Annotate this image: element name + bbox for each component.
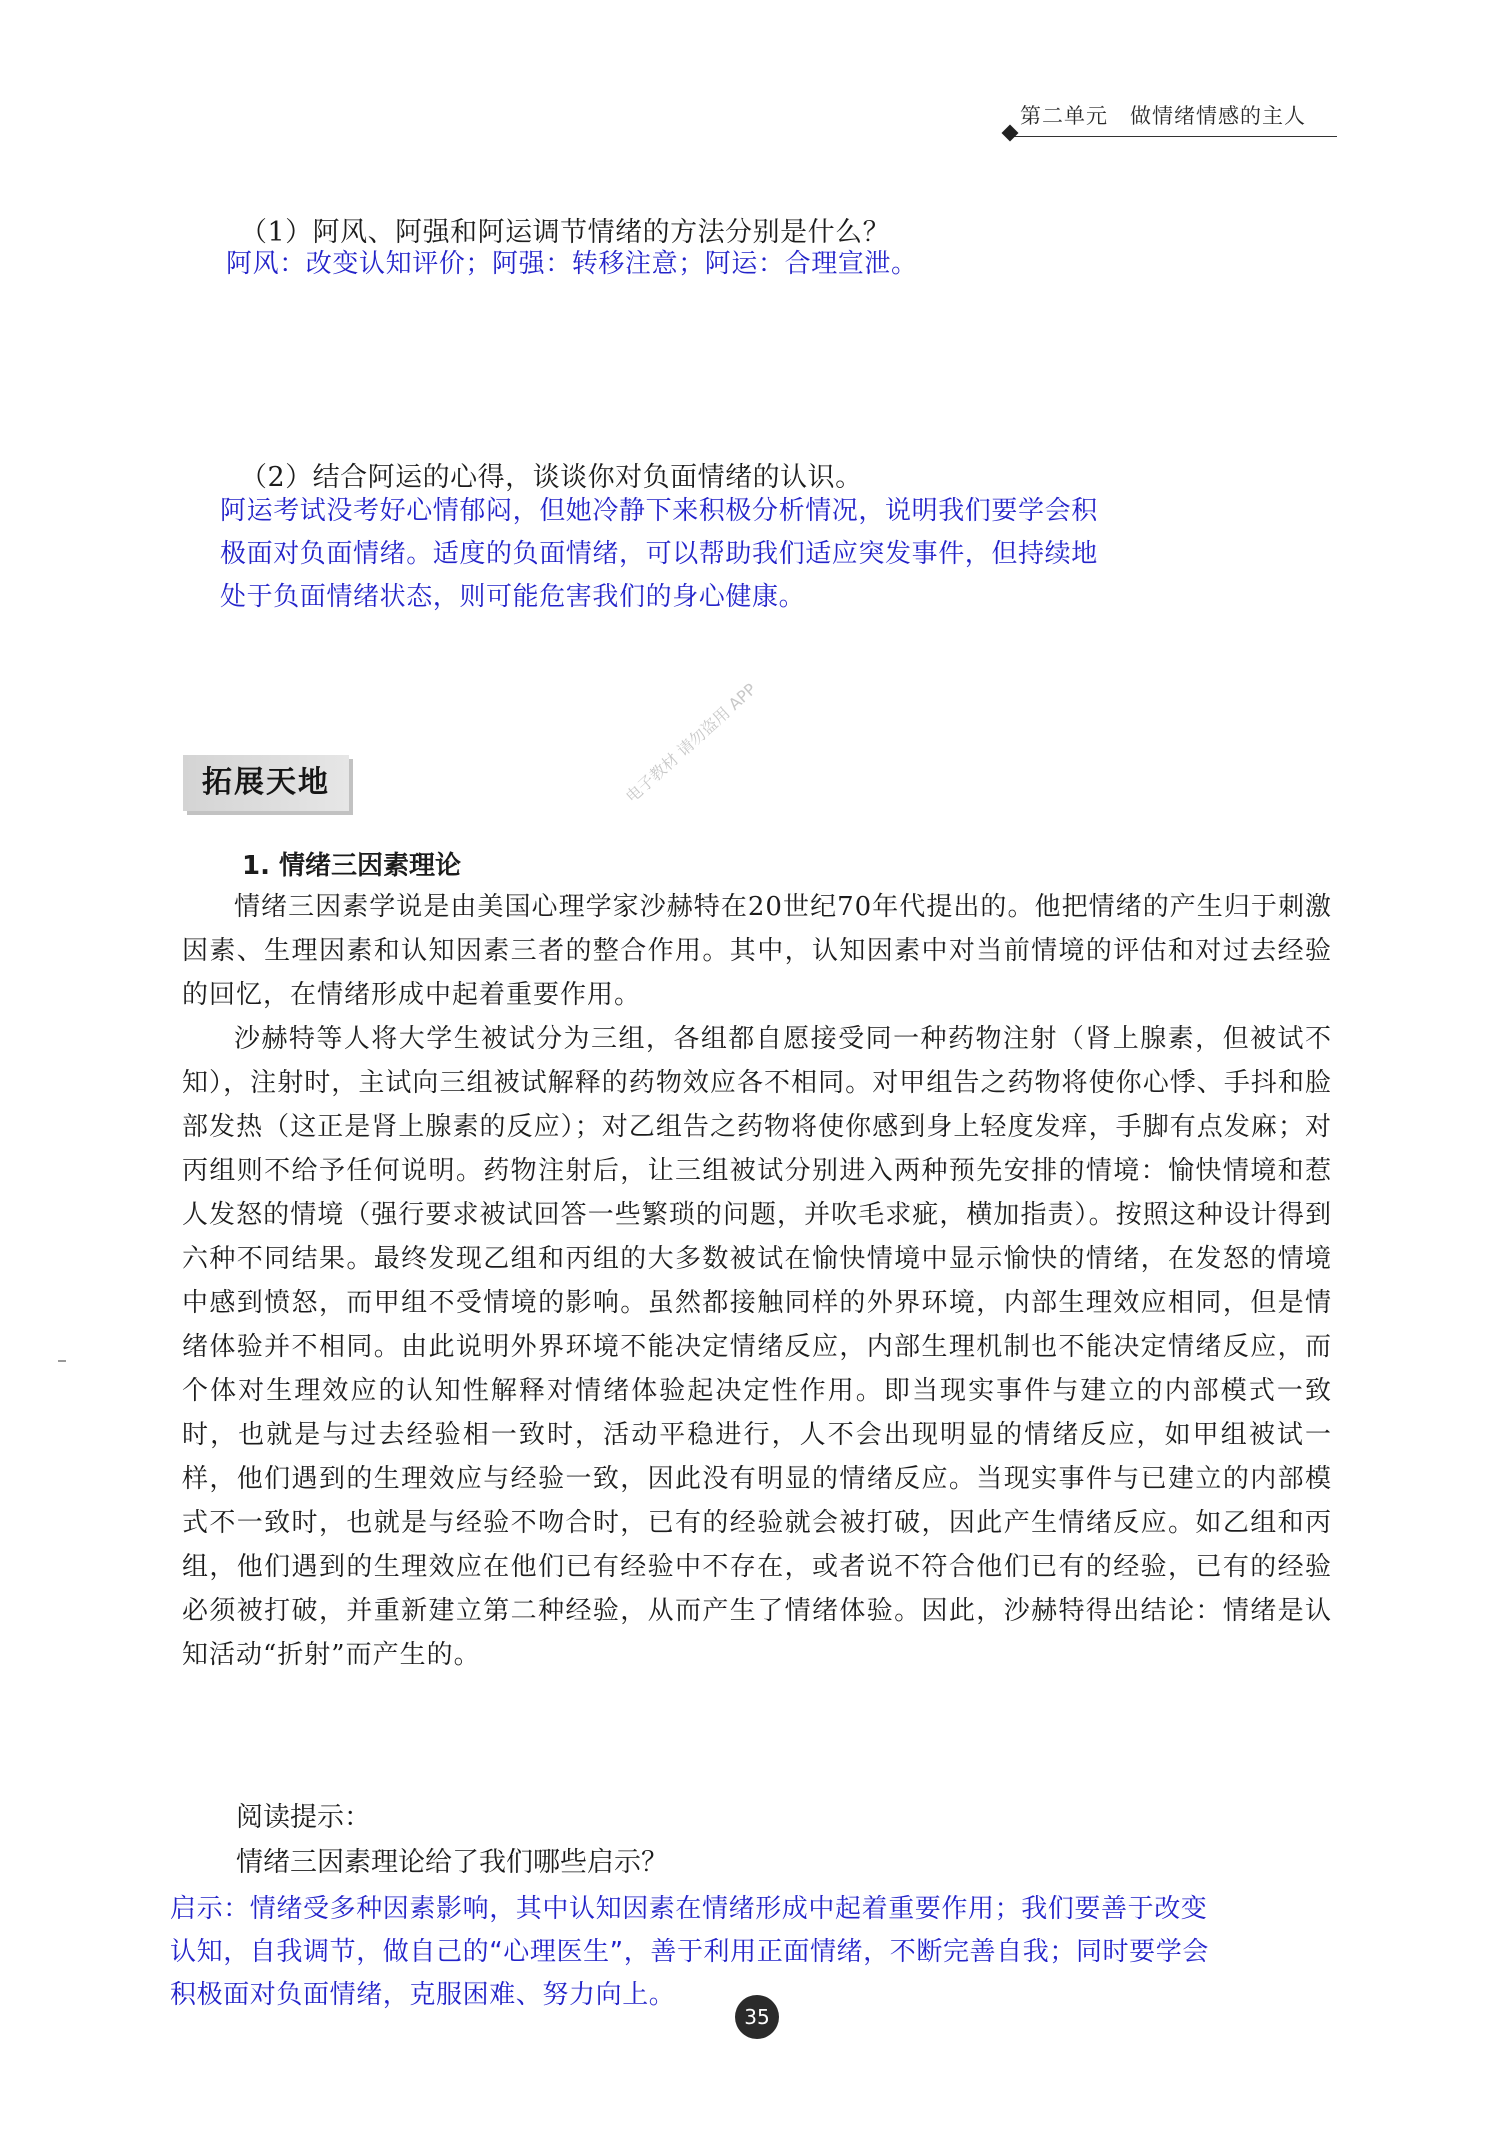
answer-2-line: 处于负面情绪状态，则可能危害我们的身心健康。 (220, 582, 806, 612)
scan-speck (58, 1360, 66, 1362)
section-subtitle: 1. 情绪三因素理论 (242, 851, 462, 881)
question-1: （1）阿风、阿强和阿运调节情绪的方法分别是什么？ (240, 217, 891, 248)
hint-answer-line: 积极面对负面情绪，克服困难、努力向上。 (170, 1980, 676, 2010)
question-2: （2）结合阿运的心得，谈谈你对负面情绪的认识。 (240, 462, 863, 493)
answer-2-line: 阿运考试没考好心情郁闷，但她冷静下来积极分析情况，说明我们要学会积 (220, 496, 1098, 526)
hint-answer (170, 1888, 1209, 2017)
header-rule (1012, 136, 1337, 137)
reading-hint-label: 阅读提示： (236, 1802, 371, 1833)
answer-2 (220, 490, 1098, 619)
reading-hint-question: 情绪三因素理论给了我们哪些启示？ (236, 1847, 668, 1878)
watermark: 电子教材 请勿盗用 APP (622, 679, 760, 807)
article-paragraph: 情绪三因素学说是由美国心理学家沙赫特在20世纪70年代提出的。他把情绪的产生归于刺激因素、生理因素和认知因素三者的整合作用。其中，认知因素中对当前情境的评估和对过去经验的回忆，在情绪形成中起着重要作用。 (182, 892, 1332, 1010)
answer-1 (226, 243, 918, 286)
running-header: 第二单元 做情绪情感的主人 (1020, 104, 1306, 128)
page-number: 35 (735, 1995, 779, 2039)
header-diamond-icon (1002, 125, 1019, 142)
hint-answer-line: 认知，自我调节，做自己的“心理医生”，善于利用正面情绪，不断完善自我；同时要学会 (170, 1937, 1209, 1967)
article-body (182, 885, 1332, 1677)
answer-2-line: 极面对负面情绪。适度的负面情绪，可以帮助我们适应突发事件，但持续地 (220, 539, 1098, 569)
article-paragraph: 沙赫特等人将大学生被试分为三组，各组都自愿接受同一种药物注射（肾上腺素，但被试不知），注射时，主试向三组被试解释的药物效应各不相同。对甲组告之药物将使你心悸、手抖和脸部发热（这正是肾上腺素的反应）；对乙组告之药物将使你感到身上轻度发痒，手脚有点发麻；对丙组则不给予任何说明。药物注射后，让三组被试分别进入两种预先安排的情境：愉快情境和惹人发怒的情境（强行要求被试回答一些繁琐的问题，并吹毛求疵，横加指责）。按照这种设计得到六种不同结果。最终发现乙组和丙组的大多数被试在愉快情境中显示愉快的情绪，在发怒的情境中感到愤怒，而甲组不受情境的影响。虽然都接触同样的外界环境，内部生理效应相同，但是情绪体验并不相同。由此说明外界环境不能决定情绪反应，内部生理机制也不能决定情绪反应，而个体对生理效应的认知性解释对情绪体验起决定性作用。即当现实事件与建立的内部模式一致时，也就是与过去经验相一致时，活动平稳进行，人不会出现明显的情绪反应，如甲组被试一样，他们遇到的生理效应与经验一致，因此没有明显的情绪反应。当现实事件与已建立的内部模式不一致时，也就是与经验不吻合时，已有的经验就会被打破，因此产生情绪反应。如乙组和丙组，他们遇到的生理效应在他们已有经验中不存在，或者说不符合他们已有的经验，已有的经验必须被打破，并重新建立第二种经验，从而产生了情绪体验。因此，沙赫特得出结论：情绪是认知活动“折射”而产生的。 (182, 1024, 1332, 1670)
hint-answer-line: 启示：情绪受多种因素影响，其中认知因素在情绪形成中起着重要作用；我们要善于改变 (170, 1894, 1208, 1924)
section-title: 拓展天地 (183, 755, 349, 811)
answer-1-line: 阿风：改变认知评价；阿强：转移注意；阿运：合理宣泄。 (226, 249, 918, 279)
